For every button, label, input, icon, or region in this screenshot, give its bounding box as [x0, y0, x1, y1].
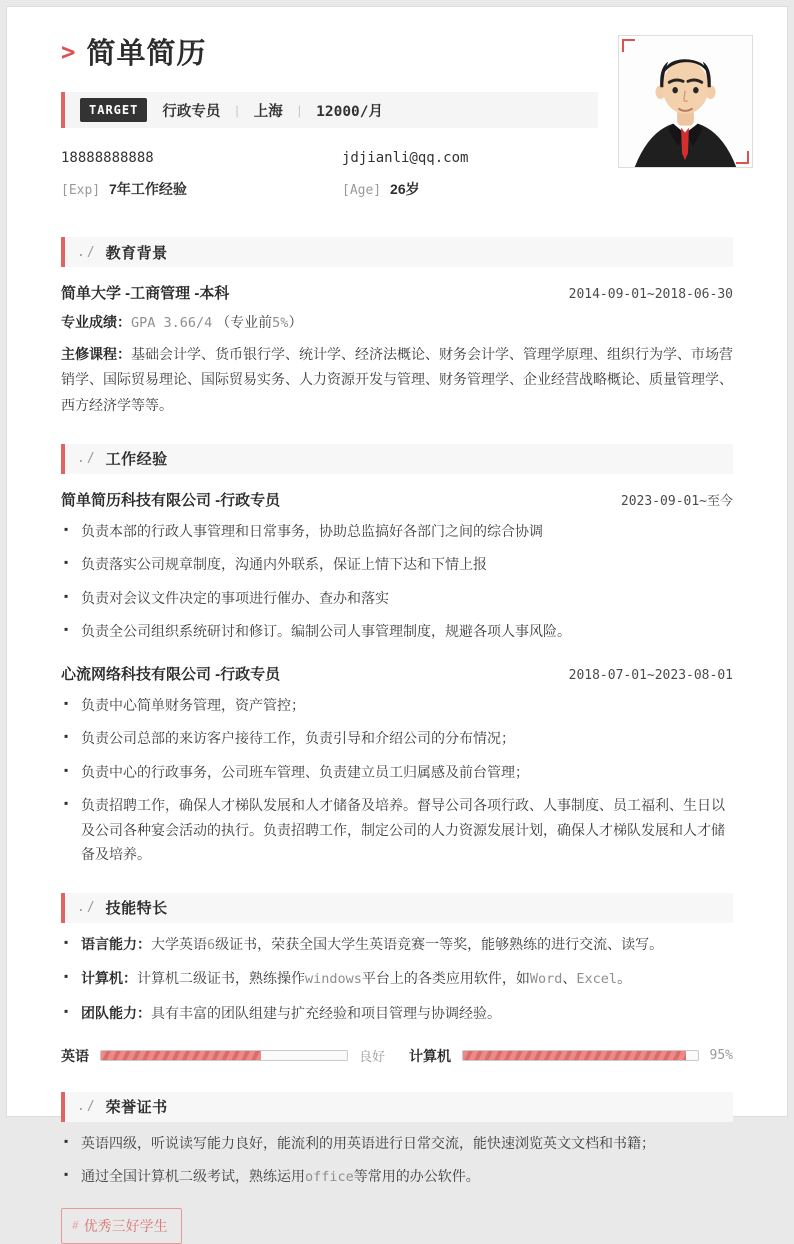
contact-info — [61, 150, 621, 199]
experience-item — [61, 179, 342, 199]
badge-text: 优秀三好学生 — [83, 1217, 168, 1234]
section-prefix: ./ — [77, 451, 97, 467]
job-bullet-list — [61, 519, 733, 644]
photo-corner-bottomright — [736, 151, 749, 164]
skill-bullet: ▪ 语言能力：大学英语6级证书，荣获全国大学生英语竞赛一等奖，能够熟练的进行交流、读写。 — [61, 932, 733, 958]
section-title: 荣誉证书 — [105, 1099, 168, 1117]
section-header-education — [61, 237, 733, 267]
exp-tag: [Exp] — [61, 183, 101, 198]
target-salary: 12000/月 — [316, 103, 384, 120]
skill-bullet-list — [61, 932, 733, 1026]
section-header-skills — [61, 893, 733, 923]
job-bullet: ▪ 负责招聘工作，确保人才梯队发展和人才储备及培养。督导公司各项行政、人事制度、员工福利、生日以及公司各种宴会活动的执行。负责招聘工作，制定公司的人力资源发展计划，确保人才梯队发展和人才储备及培养。 — [61, 793, 733, 867]
target-position: 行政专员 — [162, 103, 221, 120]
skill-bar-computer — [409, 1046, 733, 1066]
school-name: 简单大学 -工商管理 -本科 — [61, 285, 230, 302]
company-name: 心流网络科技有限公司 -行政专员 — [61, 665, 281, 683]
section-header-honors — [61, 1092, 733, 1122]
job-bullet: ▪ 负责中心的行政事务，公司班车管理、负责建立员工归属感及前台管理； — [61, 760, 733, 785]
job-bullet: ▪ 负责全公司组织系统研讨和修订。编制公司人事管理制度，规避各项人事风险。 — [61, 619, 733, 644]
section-education — [61, 237, 733, 418]
section-title: 工作经验 — [105, 451, 168, 469]
job-bullet: ▪ 负责中心简单财务管理，资产管控； — [61, 693, 733, 718]
bar-label: 英语 — [61, 1047, 89, 1064]
job-bullet: ▪ 负责本部的行政人事管理和日常事务，协助总监搞好各部门之间的综合协调 — [61, 519, 733, 544]
job-entry-header — [61, 663, 733, 684]
section-work — [61, 444, 733, 867]
resume-name: 简单简历 — [86, 38, 207, 70]
job-entry-header — [61, 489, 733, 510]
avatar-illustration — [619, 36, 752, 167]
age-item — [342, 179, 621, 199]
bar-label: 计算机 — [409, 1047, 451, 1064]
skill-bar-english — [61, 1046, 385, 1066]
job-bullet: ▪ 负责公司总部的来访客户接待工作，负责引导和介绍公司的分布情况； — [61, 726, 733, 751]
job-date: 2023-09-01~至今 — [620, 493, 733, 509]
title-arrow-icon: > — [61, 37, 77, 66]
target-bar — [61, 92, 598, 128]
phone-number: 18888888888 — [61, 150, 154, 166]
exp-value: 7年工作经验 — [109, 181, 187, 197]
bar-value: 95% — [709, 1048, 733, 1064]
resume-header — [61, 31, 733, 199]
job-bullet: ▪ 负责落实公司规章制度，沟通内外联系，保证上情下达和下情上报 — [61, 552, 733, 577]
section-prefix: ./ — [77, 244, 97, 260]
email-address: jdjianli@qq.com — [342, 150, 469, 166]
section-honors — [61, 1092, 733, 1244]
gpa-line: 专业成绩：GPA 3.66/4 （专业前5%） — [61, 314, 303, 331]
section-skills — [61, 893, 733, 1066]
honor-bullet: ▪ 英语四级，听说读写能力良好，能流利的用英语进行日常交流，能快速浏览英文文档和书籍； — [61, 1131, 733, 1156]
progress-fill — [101, 1051, 261, 1060]
resume-page — [6, 6, 788, 1234]
job-date: 2018-07-01~2023-08-01 — [568, 667, 733, 683]
honor-bullet-list — [61, 1131, 733, 1190]
courses-line: 主修课程：基础会计学、货币银行学、统计学、经济法概论、财务会计学、管理学原理、组织行为学、市场营销学、国际贸易理论、国际贸易实务、人力资源开发与管理、财务管理学、企业经营战略概论、质量管理学、西方经济学等等。 — [61, 346, 733, 413]
bar-value: 良好 — [358, 1049, 385, 1065]
honor-bullet: ▪ 通过全国计算机二级考试，熟练运用office等常用的办公软件。 — [61, 1164, 733, 1190]
job-bullet-list — [61, 693, 733, 867]
progress-track — [100, 1050, 348, 1061]
age-value: 26岁 — [390, 181, 420, 197]
section-title: 技能特长 — [105, 900, 168, 918]
separator: | — [235, 102, 239, 118]
honor-badge — [61, 1208, 182, 1244]
age-tag: [Age] — [342, 183, 382, 198]
education-date: 2014-09-01~2018-06-30 — [568, 287, 733, 302]
skill-bullet: ▪ 团队能力：具有丰富的团队组建与扩充经验和项目管理与协调经验。 — [61, 1001, 733, 1026]
profile-photo — [618, 35, 753, 168]
section-prefix: ./ — [77, 1099, 97, 1115]
section-header-work — [61, 444, 733, 474]
progress-track — [462, 1050, 699, 1061]
section-title: 教育背景 — [105, 244, 168, 262]
education-entry-header — [61, 282, 733, 303]
company-name: 简单简历科技有限公司 -行政专员 — [61, 491, 281, 509]
skill-bars — [61, 1046, 733, 1066]
skill-bullet: ▪ 计算机：计算机二级证书，熟练操作windows平台上的各类应用软件，如Word、Excel。 — [61, 966, 733, 992]
section-prefix: ./ — [77, 900, 97, 916]
photo-corner-topleft — [622, 39, 635, 52]
target-city: 上海 — [253, 103, 283, 120]
badge-hash-icon: # — [72, 1219, 79, 1233]
progress-fill — [463, 1051, 686, 1060]
job-bullet: ▪ 负责对会议文件决定的事项进行催办、查办和落实 — [61, 586, 733, 611]
target-badge: TARGET — [80, 98, 147, 122]
separator: | — [297, 102, 302, 118]
